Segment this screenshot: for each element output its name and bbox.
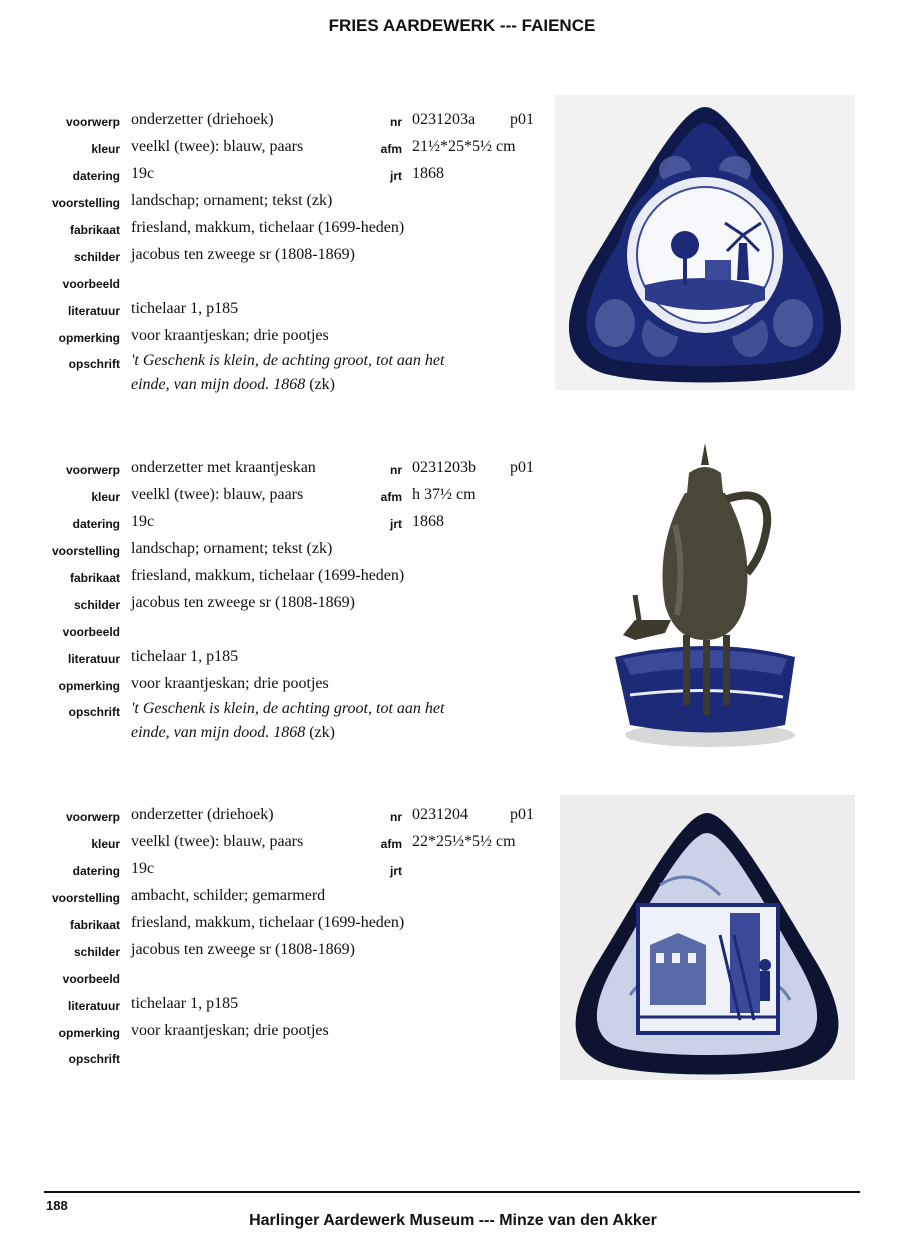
label-opmerking: opmerking: [58, 1026, 120, 1040]
label-fabrikaat: fabrikaat: [69, 918, 120, 932]
value-afm: h 37½ cm: [412, 486, 476, 503]
label-afm: afm: [380, 490, 402, 504]
value-voorwerp: onderzetter (driehoek): [131, 806, 274, 823]
label-kleur: kleur: [91, 142, 120, 156]
label-literatuur: literatuur: [67, 652, 120, 666]
opschrift-line-2: einde, van mijn dood. 1868: [131, 376, 306, 393]
value-opschrift: [131, 697, 521, 745]
value-afm: 21½*25*5½ cm: [412, 138, 516, 155]
value-nr: 0231203b: [412, 459, 476, 476]
label-schilder: schilder: [73, 250, 120, 264]
page-number: 188: [46, 1198, 68, 1213]
value-voorstelling: landschap; ornament; tekst (zk): [131, 192, 333, 209]
page-title: FRIES AARDEWERK --- FAIENCE: [328, 16, 596, 35]
value-voorwerp: onderzetter met kraantjeskan: [131, 459, 316, 476]
value-kleur: veelkl (twee): blauw, paars: [131, 833, 304, 850]
value-datering: 19c: [131, 513, 155, 530]
label-voorbeeld: voorbeeld: [62, 625, 120, 639]
label-opmerking: opmerking: [58, 679, 120, 693]
label-datering: datering: [72, 517, 120, 531]
label-literatuur: literatuur: [67, 999, 120, 1013]
label-schilder: schilder: [73, 598, 120, 612]
label-opschrift: opschrift: [68, 705, 120, 719]
value-opmerking: voor kraantjeskan; drie pootjes: [131, 327, 329, 344]
label-kleur: kleur: [91, 490, 120, 504]
triangular-dish-landscape-photo: [555, 95, 855, 390]
label-voorstelling: voorstelling: [51, 544, 120, 558]
value-opmerking: voor kraantjeskan; drie pootjes: [131, 675, 329, 692]
opschrift-line-1: 't Geschenk is klein, de achting groot, tot aan het: [131, 700, 445, 717]
value-schilder: jacobus ten zweege sr (1808-1869): [131, 594, 355, 611]
label-nr: nr: [390, 463, 402, 477]
value-page: p01: [510, 111, 534, 128]
label-nr: nr: [390, 115, 402, 129]
label-datering: datering: [72, 864, 120, 878]
value-afm: 22*25½*5½ cm: [412, 833, 516, 850]
value-literatuur: tichelaar 1, p185: [131, 995, 239, 1012]
label-voorbeeld: voorbeeld: [62, 972, 120, 986]
opschrift-line-1: 't Geschenk is klein, de achting groot, tot aan het: [131, 352, 445, 369]
label-voorbeeld: voorbeeld: [62, 277, 120, 291]
label-nr: nr: [390, 810, 402, 824]
value-fabrikaat: friesland, makkum, tichelaar (1699-heden): [131, 914, 405, 931]
value-voorstelling: landschap; ornament; tekst (zk): [131, 540, 333, 557]
label-literatuur: literatuur: [67, 304, 120, 318]
label-voorwerp: voorwerp: [65, 115, 120, 129]
label-voorwerp: voorwerp: [65, 810, 120, 824]
value-fabrikaat: friesland, makkum, tichelaar (1699-heden): [131, 567, 405, 584]
value-jrt: 1868: [412, 513, 444, 530]
tap-jug-on-dish-photo: [605, 435, 815, 755]
value-datering: 19c: [131, 165, 155, 182]
value-literatuur: tichelaar 1, p185: [131, 300, 239, 317]
label-jrt: jrt: [390, 169, 402, 183]
label-voorwerp: voorwerp: [65, 463, 120, 477]
label-afm: afm: [380, 142, 402, 156]
label-fabrikaat: fabrikaat: [69, 223, 120, 237]
footer-text: Harlinger Aardewerk Museum --- Minze van den Akker: [249, 1212, 657, 1229]
label-opschrift: opschrift: [68, 1052, 120, 1066]
label-jrt: jrt: [390, 864, 402, 878]
label-fabrikaat: fabrikaat: [69, 571, 120, 585]
opschrift-suffix: (zk): [309, 724, 335, 741]
label-opmerking: opmerking: [58, 331, 120, 345]
label-afm: afm: [380, 837, 402, 851]
value-fabrikaat: friesland, makkum, tichelaar (1699-heden): [131, 219, 405, 236]
label-jrt: jrt: [390, 517, 402, 531]
value-kleur: veelkl (twee): blauw, paars: [131, 138, 304, 155]
value-page: p01: [510, 459, 534, 476]
label-datering: datering: [72, 169, 120, 183]
label-voorstelling: voorstelling: [51, 196, 120, 210]
value-schilder: jacobus ten zweege sr (1808-1869): [131, 246, 355, 263]
value-kleur: veelkl (twee): blauw, paars: [131, 486, 304, 503]
label-kleur: kleur: [91, 837, 120, 851]
value-schilder: jacobus ten zweege sr (1808-1869): [131, 941, 355, 958]
value-voorwerp: onderzetter (driehoek): [131, 111, 274, 128]
footer-rule: [44, 1191, 860, 1193]
triangular-dish-painter-photo: [560, 795, 855, 1080]
value-opschrift: [131, 1044, 521, 1068]
value-literatuur: tichelaar 1, p185: [131, 648, 239, 665]
value-voorstelling: ambacht, schilder; gemarmerd: [131, 887, 326, 904]
value-opschrift: [131, 349, 521, 397]
opschrift-suffix: (zk): [309, 376, 335, 393]
value-nr: 0231203a: [412, 111, 476, 128]
label-opschrift: opschrift: [68, 357, 120, 371]
value-jrt: 1868: [412, 165, 444, 182]
value-datering: 19c: [131, 860, 155, 877]
value-nr: 0231204: [412, 806, 468, 823]
label-voorstelling: voorstelling: [51, 891, 120, 905]
value-page: p01: [510, 806, 534, 823]
opschrift-line-2: einde, van mijn dood. 1868: [131, 724, 306, 741]
label-schilder: schilder: [73, 945, 120, 959]
value-opmerking: voor kraantjeskan; drie pootjes: [131, 1022, 329, 1039]
